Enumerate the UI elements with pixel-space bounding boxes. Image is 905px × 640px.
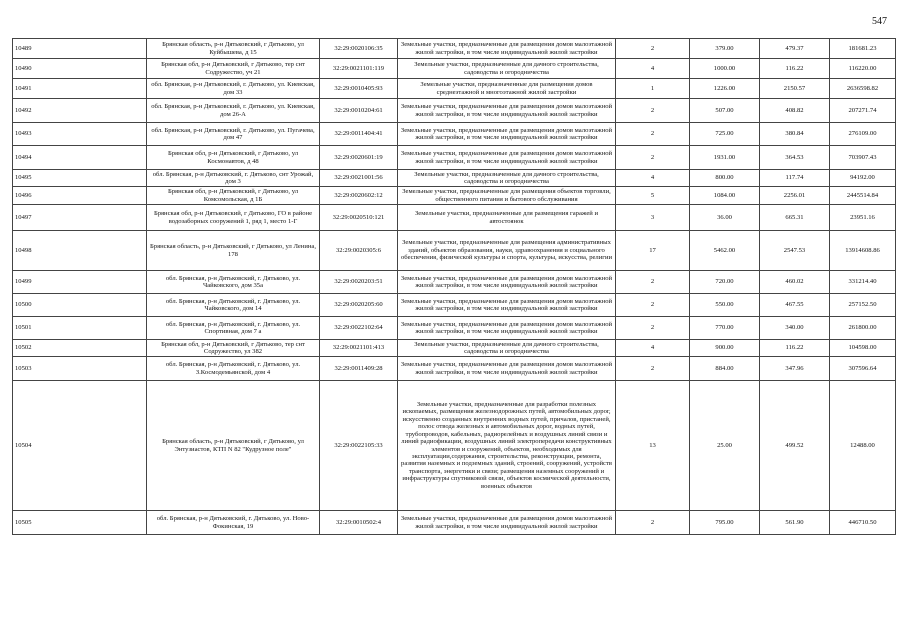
cadastral-value-cell: 181681.23: [830, 39, 896, 59]
cadastral-value-cell: 257152.50: [830, 294, 896, 317]
record-id-cell: 10489: [13, 39, 147, 59]
cadastral-value-cell: 331214.40: [830, 271, 896, 294]
address-cell: обл. Брянская, р-н Дятьковский, г. Дятьково, ул. Чайковского, дом 35а: [147, 271, 320, 294]
address-cell: обл. Брянская, р-н Дятьковский, г. Дятьково, ул. З.Космодемьянской, дом 4: [147, 357, 320, 381]
specific-value-cell: 340.00: [760, 317, 830, 340]
land-use-cell: Земельные участки, предназначенные для размещения домов малоэтажной жилой застройки, в том числе индивидуальной жилой застройки: [398, 39, 616, 59]
page-number: 547: [872, 16, 887, 27]
specific-value-cell: 364.53: [760, 146, 830, 170]
use-group-cell: 4: [616, 59, 690, 79]
cadastral-value-cell: 116220.00: [830, 59, 896, 79]
address-cell: Брянская обл, р-н Дятьковский, г Дятьково, тер снт Содружество, уч 21: [147, 59, 320, 79]
address-cell: обл. Брянская, р-н Дятьковский, г. Дятьково, ул. Пугачева, дом 47: [147, 123, 320, 146]
cadastral-value-cell: 2445514.84: [830, 187, 896, 205]
table-row: [13, 99, 896, 123]
use-group-cell: 1: [616, 79, 690, 99]
record-id-cell: 10503: [13, 357, 147, 381]
use-group-cell: 2: [616, 146, 690, 170]
land-use-cell: Земельные участки, предназначенные для дачного строительства, садоводства и огородничества: [398, 59, 616, 79]
table-row: [13, 187, 896, 205]
use-group-cell: 5: [616, 187, 690, 205]
table-row: [13, 317, 896, 340]
cadastral-number-cell: 32:29:0020106:35: [320, 39, 398, 59]
specific-value-cell: 665.31: [760, 205, 830, 231]
cadastral-value-cell: 2636598.82: [830, 79, 896, 99]
specific-value-cell: 2150.57: [760, 79, 830, 99]
record-id-cell: 10492: [13, 99, 147, 123]
use-group-cell: 17: [616, 231, 690, 271]
specific-value-cell: 499.52: [760, 381, 830, 511]
specific-value-cell: 116.22: [760, 59, 830, 79]
record-id-cell: 10504: [13, 381, 147, 511]
area-cell: 800.00: [690, 170, 760, 187]
specific-value-cell: 380.84: [760, 123, 830, 146]
cadastral-value-cell: 13914608.86: [830, 231, 896, 271]
record-id-cell: 10505: [13, 511, 147, 535]
address-cell: Брянская область, р-н Дятьковский, г Дятьково, ул Ленина, 178: [147, 231, 320, 271]
address-cell: Брянская обл, р-н Дятьковский, г Дятьково, ГО в районе водозаборных сооружений 1, ряд 1, место 1-Г: [147, 205, 320, 231]
cadastral-value-cell: 12488.00: [830, 381, 896, 511]
table-row: [13, 271, 896, 294]
use-group-cell: 2: [616, 294, 690, 317]
land-use-cell: Земельные участки, предназначенные для размещения домов среднеэтажной и многоэтажной жилой застройки: [398, 79, 616, 99]
address-cell: обл. Брянская, р-н Дятьковский, г. Дятьково, ул. Ново-Фокинская, 19: [147, 511, 320, 535]
land-use-cell: Земельные участки, предназначенные для размещения административных зданий, объектов образования, науки, здравоохранения и социального обеспечения, физической культуры и спорта, культуры, искусства, религии: [398, 231, 616, 271]
use-group-cell: 3: [616, 205, 690, 231]
cadastral-number-cell: 32:29:0010204:61: [320, 99, 398, 123]
record-id-cell: 10496: [13, 187, 147, 205]
cadastral-number-cell: 32:29:0022102:64: [320, 317, 398, 340]
cadastral-number-cell: 32:29:0020203:51: [320, 271, 398, 294]
cadastral-value-cell: 261800.00: [830, 317, 896, 340]
cadastral-number-cell: 32:29:0011404:41: [320, 123, 398, 146]
use-group-cell: 2: [616, 123, 690, 146]
table-row: [13, 381, 896, 511]
area-cell: 795.00: [690, 511, 760, 535]
land-use-cell: Земельные участки, предназначенные для дачного строительства, садоводства и огородничества: [398, 340, 616, 357]
cadastral-number-cell: 32:29:0021001:56: [320, 170, 398, 187]
cadastral-number-cell: 32:29:0020510:121: [320, 205, 398, 231]
use-group-cell: 2: [616, 99, 690, 123]
specific-value-cell: 460.02: [760, 271, 830, 294]
table-row: [13, 511, 896, 535]
address-cell: обл. Брянская, р-н Дятьковский, г. Дятьково, ул. Чайковского, дом 14: [147, 294, 320, 317]
address-cell: обл. Брянская, р-н Дятьковский, г. Дятьково, ул. Киевская, дом 26-А: [147, 99, 320, 123]
area-cell: 1226.00: [690, 79, 760, 99]
record-id-cell: 10494: [13, 146, 147, 170]
table-row: [13, 340, 896, 357]
land-use-cell: Земельные участки, предназначенные для размещения гаражей и автостоянок: [398, 205, 616, 231]
table-row: [13, 294, 896, 317]
land-use-cell: Земельные участки, предназначенные для размещения домов малоэтажной жилой застройки, в том числе индивидуальной жилой застройки: [398, 294, 616, 317]
area-cell: 725.00: [690, 123, 760, 146]
cadastral-number-cell: 32:29:0022105:33: [320, 381, 398, 511]
use-group-cell: 2: [616, 39, 690, 59]
cadastral-value-cell: 104598.00: [830, 340, 896, 357]
record-id-cell: 10491: [13, 79, 147, 99]
record-id-cell: 10502: [13, 340, 147, 357]
specific-value-cell: 561.90: [760, 511, 830, 535]
cadastral-number-cell: 32:29:0020205:60: [320, 294, 398, 317]
cadastral-value-cell: 94192.00: [830, 170, 896, 187]
specific-value-cell: 117.74: [760, 170, 830, 187]
cadastral-value-cell: 703907.43: [830, 146, 896, 170]
specific-value-cell: 2256.01: [760, 187, 830, 205]
specific-value-cell: 347.96: [760, 357, 830, 381]
land-use-cell: Земельные участки, предназначенные для размещения домов малоэтажной жилой застройки, в том числе индивидуальной жилой застройки: [398, 317, 616, 340]
area-cell: 36.00: [690, 205, 760, 231]
cadastral-value-cell: 276109.00: [830, 123, 896, 146]
specific-value-cell: 408.82: [760, 99, 830, 123]
record-id-cell: 10495: [13, 170, 147, 187]
specific-value-cell: 467.55: [760, 294, 830, 317]
area-cell: 884.00: [690, 357, 760, 381]
area-cell: 379.00: [690, 39, 760, 59]
address-cell: обл. Брянская, р-н Дятьковский, г. Дятьково, ул. Спортивная, дом 7 а: [147, 317, 320, 340]
land-use-cell: Земельные участки, предназначенные для разработки полезных ископаемых, размещения железнодорожных путей, автомобильных дорог, искусственно созданных внутренних водных путей, причалов, пристаней, полос отвода железных и автомобильных дорог, водных путей, трубопроводов, кабельных, радиорелейных и воздушных линий связи и линий радиофикации, воздушных линий электропередачи конструктивных элементов и сооружений, объектов, необходимых для эксплуатации,содержания, строительства, реконструкции, ремонта, развития наземных и подземных зданий, строений, сооружений, устройств транспорта, энергетики и связи; размещения наземных сооружений и инфраструктуры спутниковой связи, объектов космической деятельности, военных объектов: [398, 381, 616, 511]
address-cell: Брянская область, р-н Дятьковский, г Дятьково, ул Куйбышева, д 15: [147, 39, 320, 59]
land-use-cell: Земельные участки, предназначенные для дачного строительства, садоводства и огородничества: [398, 170, 616, 187]
record-id-cell: 10498: [13, 231, 147, 271]
area-cell: 1084.00: [690, 187, 760, 205]
record-id-cell: 10490: [13, 59, 147, 79]
use-group-cell: 4: [616, 170, 690, 187]
record-id-cell: 10499: [13, 271, 147, 294]
area-cell: 1000.00: [690, 59, 760, 79]
address-cell: Брянская обл, р-н Дятьковский, г Дятьково, тер снт Содружество, ул 382: [147, 340, 320, 357]
cadastral-value-cell: 207271.74: [830, 99, 896, 123]
area-cell: 900.00: [690, 340, 760, 357]
table-row: [13, 59, 896, 79]
use-group-cell: 4: [616, 340, 690, 357]
use-group-cell: 2: [616, 511, 690, 535]
registry-table: [12, 38, 896, 535]
table-row: [13, 39, 896, 59]
land-use-cell: Земельные участки, предназначенные для размещения домов малоэтажной жилой застройки, в том числе индивидуальной жилой застройки: [398, 123, 616, 146]
table-row: [13, 79, 896, 99]
area-cell: 770.00: [690, 317, 760, 340]
land-use-cell: Земельные участки, предназначенные для размещения домов малоэтажной жилой застройки, в том числе индивидуальной жилой застройки: [398, 511, 616, 535]
specific-value-cell: 2547.53: [760, 231, 830, 271]
address-cell: обл. Брянская, р-н Дятьковский, г. Дятьково, снт Урожай, дом 3: [147, 170, 320, 187]
table-row: [13, 170, 896, 187]
area-cell: 720.00: [690, 271, 760, 294]
use-group-cell: 13: [616, 381, 690, 511]
address-cell: Брянская обл, р-н Дятьковский, г Дятьково, ул Космонавтов, д 48: [147, 146, 320, 170]
cadastral-number-cell: 32:29:0020601:19: [320, 146, 398, 170]
land-use-cell: Земельные участки, предназначенные для размещения домов малоэтажной жилой застройки, в том числе индивидуальной жилой застройки: [398, 271, 616, 294]
address-cell: Брянская область, р-н Дятьковский, г Дятьково, ул Энтузиастов, КТП N 82 "Кудрузное поле": [147, 381, 320, 511]
land-use-cell: Земельные участки, предназначенные для размещения домов малоэтажной жилой застройки, в том числе индивидуальной жилой застройки: [398, 357, 616, 381]
use-group-cell: 2: [616, 271, 690, 294]
use-group-cell: 2: [616, 317, 690, 340]
table-row: [13, 123, 896, 146]
table-row: [13, 146, 896, 170]
cadastral-number-cell: 32:29:0010502:4: [320, 511, 398, 535]
cadastral-value-cell: 23951.16: [830, 205, 896, 231]
cadastral-value-cell: 307596.64: [830, 357, 896, 381]
record-id-cell: 10493: [13, 123, 147, 146]
land-use-cell: Земельные участки, предназначенные для размещения домов малоэтажной жилой застройки, в том числе индивидуальной жилой застройки: [398, 146, 616, 170]
area-cell: 507.00: [690, 99, 760, 123]
cadastral-number-cell: 32:29:0021101:119: [320, 59, 398, 79]
table-row: [13, 357, 896, 381]
cadastral-number-cell: 32:29:0020602:12: [320, 187, 398, 205]
cadastral-number-cell: 32:29:0020305:6: [320, 231, 398, 271]
use-group-cell: 2: [616, 357, 690, 381]
table-row: [13, 205, 896, 231]
address-cell: обл. Брянская, р-н Дятьковский, г. Дятьково, ул. Киевская, дом 33: [147, 79, 320, 99]
record-id-cell: 10501: [13, 317, 147, 340]
specific-value-cell: 116.22: [760, 340, 830, 357]
cadastral-number-cell: 32:29:0010405:93: [320, 79, 398, 99]
land-use-cell: Земельные участки, предназначенные для размещения домов малоэтажной жилой застройки, в том числе индивидуальной жилой застройки: [398, 99, 616, 123]
record-id-cell: 10500: [13, 294, 147, 317]
table-row: [13, 231, 896, 271]
cadastral-value-cell: 446710.50: [830, 511, 896, 535]
area-cell: 25.00: [690, 381, 760, 511]
address-cell: Брянская обл, р-н Дятьковский, г Дятьково, ул Комсомольская, д 1Б: [147, 187, 320, 205]
cadastral-number-cell: 32:29:0011409:28: [320, 357, 398, 381]
record-id-cell: 10497: [13, 205, 147, 231]
area-cell: 1931.00: [690, 146, 760, 170]
land-use-cell: Земельные участки, предназначенные для размещения объектов торговли, общественного питания и бытового обслуживания: [398, 187, 616, 205]
area-cell: 5462.00: [690, 231, 760, 271]
cadastral-number-cell: 32:29:0021101:413: [320, 340, 398, 357]
specific-value-cell: 479.37: [760, 39, 830, 59]
area-cell: 550.00: [690, 294, 760, 317]
